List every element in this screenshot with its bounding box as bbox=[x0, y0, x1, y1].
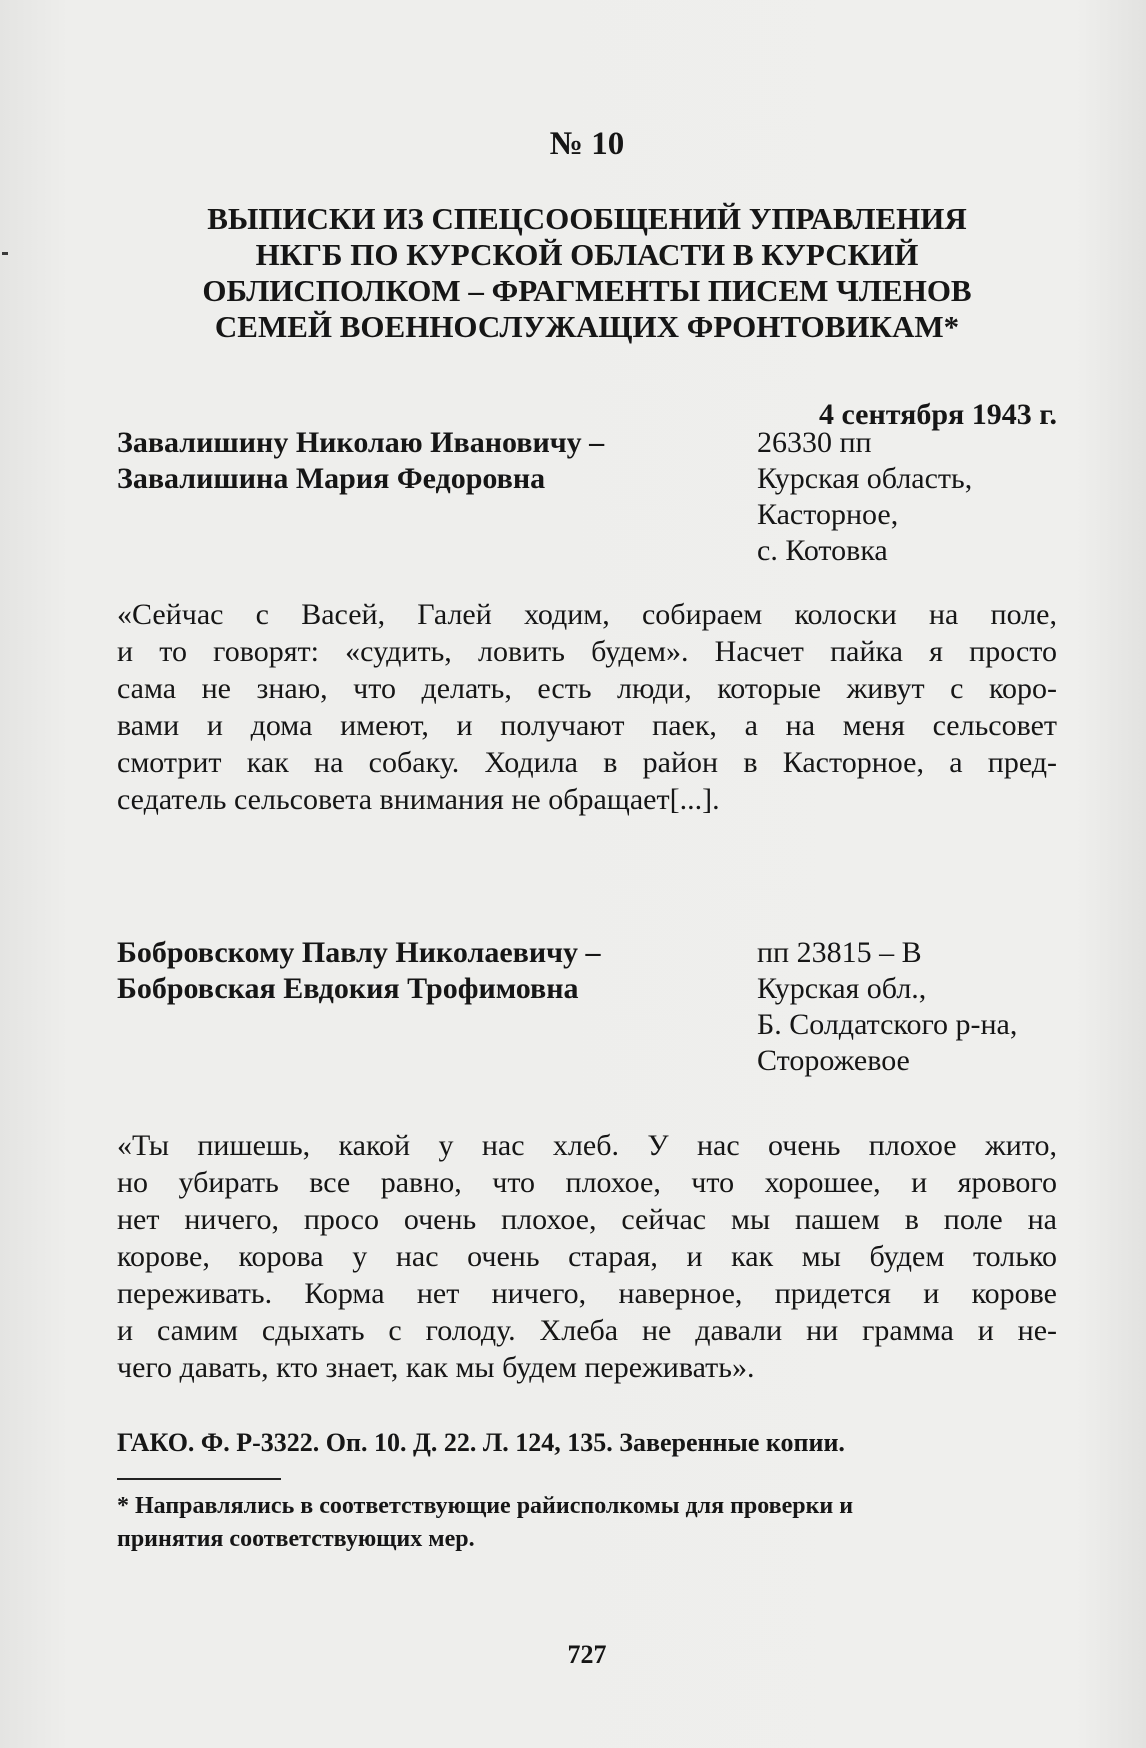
letter-text bbox=[117, 596, 1057, 818]
sender-name: Завалишина Мария Федоровна bbox=[117, 462, 546, 495]
address-line: пп 23815 – В bbox=[757, 936, 922, 969]
letter-line: и то говорят: «судить, ловить будем». Насчет пайка я просто bbox=[117, 635, 1057, 668]
letter-line: седатель сельсовета внимания не обращает[...]. bbox=[117, 783, 720, 816]
letter-line: сама не знаю, что делать, есть люди, которые живут с коро- bbox=[117, 672, 1057, 705]
address-line: Курская обл., bbox=[757, 972, 927, 1005]
margin-mark bbox=[2, 252, 8, 255]
letter-line: чего давать, кто знает, как мы будем переживать». bbox=[117, 1351, 755, 1384]
address-line: с. Котовка bbox=[757, 534, 888, 567]
title-line: ВЫПИСКИ ИЗ СПЕЦСООБЩЕНИЙ УПРАВЛЕНИЯ bbox=[207, 201, 967, 236]
footnote-divider bbox=[117, 1478, 281, 1480]
letter-line: корове, корова у нас очень старая, и как мы будем только bbox=[117, 1240, 1057, 1273]
letter-line: но убирать все равно, что плохое, что хорошее, и ярового bbox=[117, 1166, 1057, 1199]
letter-line: «Ты пишешь, какой у нас хлеб. У нас очень плохое жито, bbox=[117, 1129, 1057, 1162]
letter-line: и самим сдыхать с голоду. Хлеба не давали ни грамма и не- bbox=[117, 1314, 1057, 1347]
address bbox=[757, 935, 1017, 1079]
title-line: ОБЛИСПОЛКОМ – ФРАГМЕНТЫ ПИСЕМ ЧЛЕНОВ bbox=[202, 273, 972, 308]
footnote-line: * Направлялись в соответствующие райисполкомы для проверки и bbox=[117, 1493, 854, 1519]
recipient-name: Бобровскому Павлу Николаевичу – bbox=[117, 936, 601, 969]
title-line: НКГБ ПО КУРСКОЙ ОБЛАСТИ В КУРСКИЙ bbox=[255, 237, 919, 272]
letter-line: нет ничего, просо очень плохое, сейчас мы пашем в поле на bbox=[117, 1203, 1057, 1236]
document-date: 4 сентября 1943 г. bbox=[818, 398, 1057, 431]
address-line: Сторожевое bbox=[757, 1044, 910, 1077]
address-line: Касторное, bbox=[757, 498, 899, 531]
document-number: № 10 bbox=[549, 126, 625, 162]
document-title bbox=[117, 201, 1057, 345]
address-line: Курская область, bbox=[757, 462, 973, 495]
letter-line: «Сейчас с Васей, Галей ходим, собираем колоски на поле, bbox=[117, 598, 1057, 631]
correspondents bbox=[117, 425, 604, 497]
page-number: 727 bbox=[567, 1640, 607, 1669]
address bbox=[757, 425, 972, 569]
address-line: Б. Солдатского р-на, bbox=[757, 1008, 1018, 1041]
letter-line: вами и дома имеют, и получают паек, а на меня сельсовет bbox=[117, 709, 1057, 742]
sender-name: Бобровская Евдокия Трофимовна bbox=[117, 972, 579, 1005]
footnote bbox=[117, 1490, 1057, 1556]
correspondents bbox=[117, 935, 601, 1007]
recipient-name: Завалишину Николаю Ивановичу – bbox=[117, 426, 605, 459]
letter-line: смотрит как на собаку. Ходила в район в Касторное, а пред- bbox=[117, 746, 1057, 779]
archive-source-note: ГАКО. Ф. Р-3322. Оп. 10. Д. 22. Л. 124, 135. Заверенные копии. bbox=[117, 1428, 845, 1457]
title-line: СЕМЕЙ ВОЕННОСЛУЖАЩИХ ФРОНТОВИКАМ* bbox=[214, 309, 960, 344]
footnote-line: принятия соответствующих мер. bbox=[117, 1526, 475, 1552]
letter-line: переживать. Корма нет ничего, наверное, придется и корове bbox=[117, 1277, 1057, 1310]
address-line: 26330 пп bbox=[757, 426, 872, 459]
letter-text bbox=[117, 1127, 1057, 1386]
